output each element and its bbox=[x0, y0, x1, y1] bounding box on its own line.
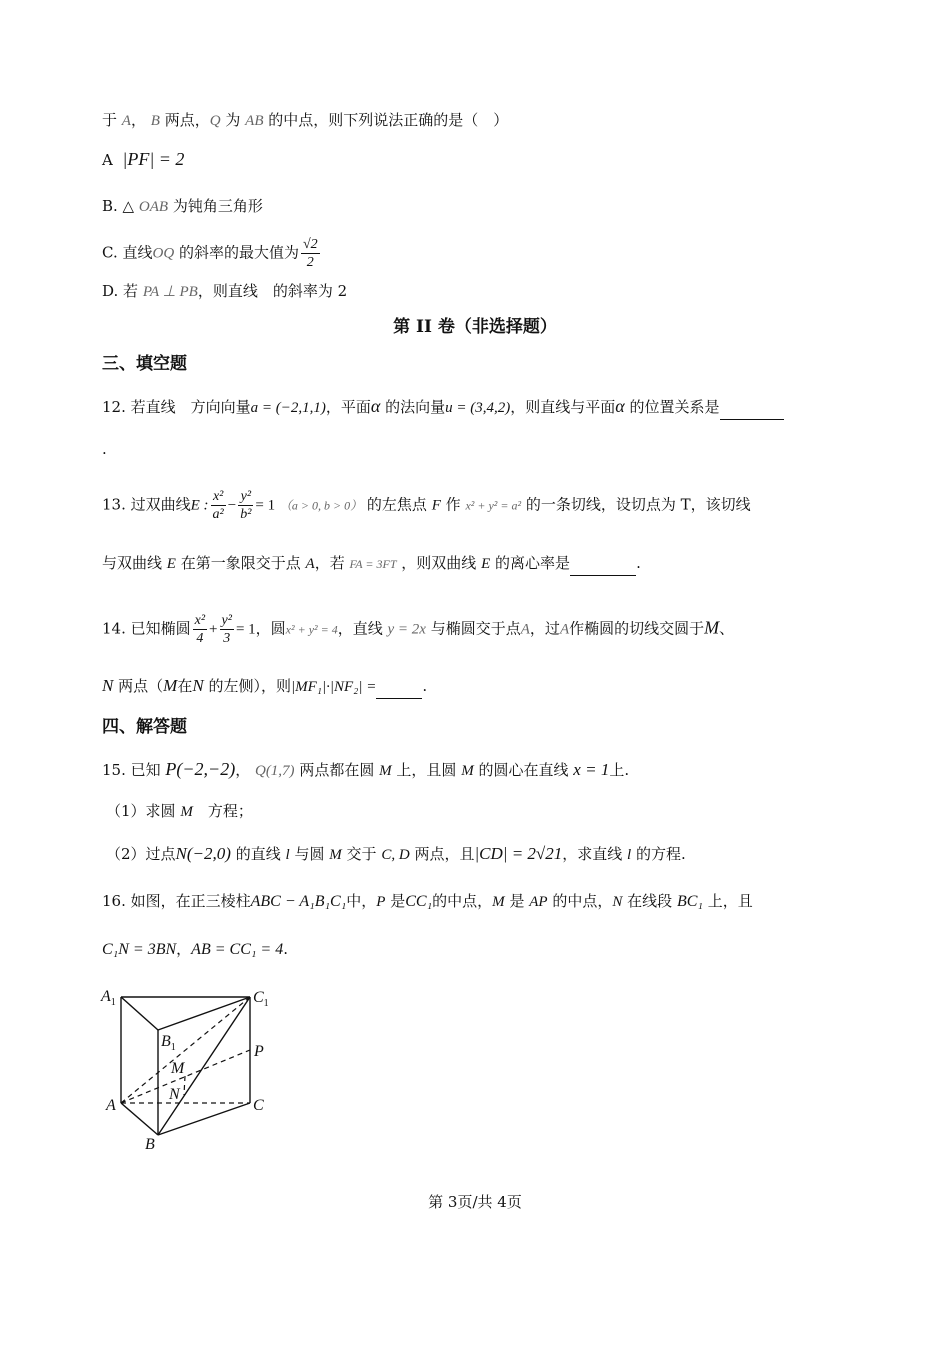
label-p: P bbox=[254, 1043, 264, 1060]
page-footer: 第 3页/共 4页 bbox=[428, 1193, 522, 1211]
dashed-a-c1 bbox=[121, 997, 250, 1103]
label-a1: $A_1$ bbox=[101, 988, 116, 1008]
q12-answer-blank bbox=[720, 395, 784, 420]
q13-line2: 与双曲线 E 在第一象限交于点 A，若 FA = 3FT ，则双曲线 E 的离心率是 . bbox=[102, 551, 641, 576]
q13-line1: 13. 过双曲线E : $\frac{\text{x²}}{\text{a²}}$ − $\frac{\text{y²}}{\text{b²}}$ = 1 （a > 0, b > 0） 的左焦点 F 作 x² + y² = a² 的一条切线，设切点为 T，该切线 bbox=[102, 489, 751, 522]
part-title: 第 II 卷（非选择题） bbox=[393, 317, 557, 337]
q14-answer-blank bbox=[376, 674, 422, 699]
option-c: C. 直线OQ 的斜率的最大值为 $\frac{√2}{2}$ bbox=[102, 237, 318, 270]
label-a: A bbox=[106, 1097, 116, 1114]
section-solution-heading: 四、解答题 bbox=[102, 717, 187, 737]
option-a: A |PF| = 2 bbox=[102, 149, 185, 169]
label-b1: $B_1$ bbox=[161, 1033, 176, 1053]
label-c1: $C_1$ bbox=[253, 989, 269, 1009]
q14-line2: N 两点（M在N 的左侧），则|MF₁|·|NF₂| = . bbox=[102, 674, 427, 699]
prism-figure bbox=[95, 985, 285, 1155]
edge-a-b bbox=[121, 1103, 158, 1135]
q12-trailing-dot: . bbox=[102, 440, 107, 458]
q15-part1: （1）求圆 M 方程； bbox=[106, 802, 253, 820]
q13-answer-blank bbox=[570, 551, 636, 576]
label-b: B bbox=[145, 1136, 155, 1153]
q15-line: 15. 已知 P(−2,−2)， Q(1,7) 两点都在圆 M 上，且圆 M 的圆心在直线 x = 1上. bbox=[102, 759, 630, 779]
option-b: B. △ OAB 为钝角三角形 bbox=[102, 197, 263, 215]
edge-b1-c1 bbox=[158, 997, 250, 1030]
option-d: D. 若 PA ⊥ PB，则直线 的斜率为 2 bbox=[102, 282, 348, 300]
q16-line1: 16. 如图，在正三棱柱ABC − A₁B₁C₁中，P 是CC₁的中点，M 是 AP 的中点，N 在线段 BC₁ 上，且 bbox=[102, 892, 753, 910]
label-m: M bbox=[171, 1060, 185, 1077]
label-c: C bbox=[253, 1097, 264, 1114]
sqrt2-over-2-fraction: $\frac{√2}{2}$ bbox=[302, 237, 318, 270]
edge-b-c bbox=[158, 1103, 250, 1135]
q11-intro-line: 于 A， B 两点，Q 为 AB 的中点，则下列说法正确的是（ ） bbox=[102, 111, 509, 129]
q16-line2: C₁N = 3BN，AB = CC₁ = 4. bbox=[102, 940, 288, 958]
q12-line: 12. 若直线 方向向量a = (−2,1,1)，平面α 的法向量u = (3,4,2)，则直线与平面α 的位置关系是 bbox=[102, 394, 784, 420]
section-fill-in-heading: 三、填空题 bbox=[102, 354, 187, 374]
edge-a1-b1 bbox=[121, 997, 158, 1030]
q15-part2: （2）过点N(−2,0) 的直线 l 与圆 M 交于 C, D 两点，且|CD| = 2√21，求直线 l 的方程. bbox=[106, 844, 686, 863]
label-n: N bbox=[169, 1086, 180, 1103]
q14-line1: 14. 已知椭圆 $\frac{\text{x²}}{4}$ + $\frac{\text{y²}}{3}$ = 1，圆x² + y² = 4，直线 y = 2x 与椭圆交于点A，过A作椭圆的切线交圆于M、 bbox=[102, 613, 735, 646]
dashed-m-n bbox=[184, 1076, 185, 1095]
